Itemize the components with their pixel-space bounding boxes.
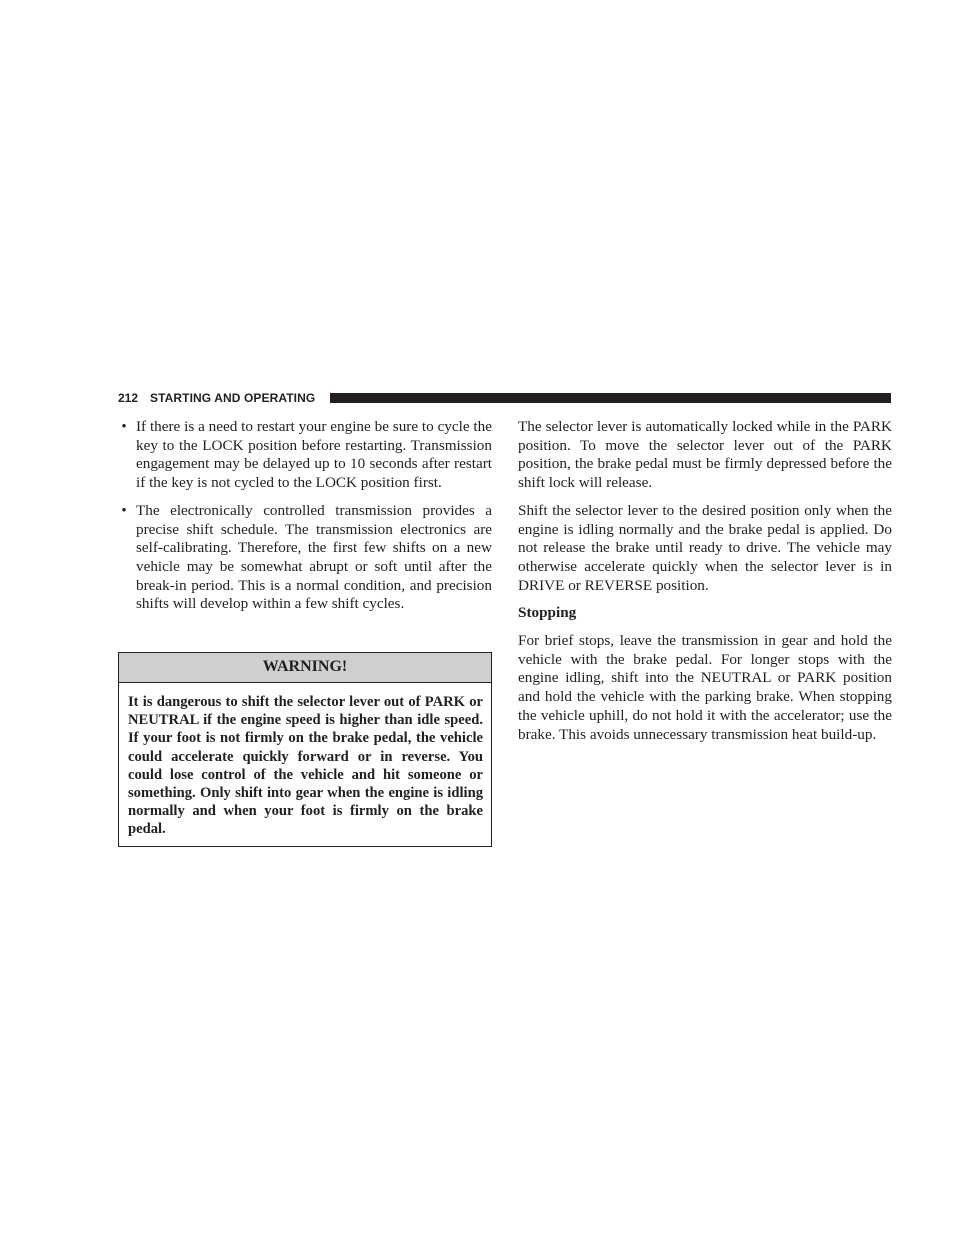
shift-paragraph: Shift the selector lever to the desired position only when the engine is idling normally and the brake pedal is applied. Do not release the brake until ready to drive. The vehicle may otherwise accelerate quickly when the selector lever is in DRIVE or REVERSE position. bbox=[518, 501, 892, 594]
warning-body: It is dangerous to shift the selector lever out of PARK or NEUTRAL if the engine speed is higher than idle speed. If your foot is not firmly on the brake pedal, the vehicle could accelerate quickly forward or in reverse. You could lose control of the vehicle and hit someone or something. Only shift into gear when the engine is idling normally and when your foot is firmly on the brake pedal. bbox=[128, 694, 483, 838]
section-title: STARTING AND OPERATING bbox=[150, 391, 316, 405]
page-number: 212 bbox=[118, 391, 139, 405]
list-item bbox=[118, 502, 492, 614]
bullet-text: If there is a need to restart your engine be sure to cycle the key to the LOCK position before restarting. Transmission engagement may be delayed up to 10 seconds after restart if the key is not cycled to the LOCK position first. bbox=[136, 418, 492, 492]
warning-box bbox=[118, 652, 492, 847]
left-column bbox=[118, 418, 492, 623]
selector-lock-paragraph: The selector lever is automatically locked while in the PARK position. To move the selector lever out of the PARK position, the brake pedal must be firmly depressed before the shift lock will release. bbox=[518, 418, 892, 492]
bullet-text: The electronically controlled transmission provides a precise shift schedule. The transmission electronics are self-calibrating. Therefore, the first few shifts on a new vehicle may be somewhat abrupt or soft until after the break-in period. This is a normal condition, and precision shifts will develop within a few shift cycles. bbox=[136, 501, 492, 613]
list-item bbox=[118, 418, 492, 493]
bullet-icon: • bbox=[121, 418, 127, 435]
warning-title: WARNING! bbox=[119, 653, 491, 683]
stopping-paragraph: For brief stops, leave the transmission in gear and hold the vehicle with the brake pedal. For longer stops with the engine idling, shift into the NEUTRAL or PARK position and hold the vehicle with the parking brake. When stopping the vehicle uphill, do not hold it with the accelerator; use the brake. This avoids unnecessary transmission heat build-up. bbox=[518, 632, 892, 743]
page-header bbox=[118, 390, 891, 406]
header-rule bbox=[330, 393, 891, 403]
right-column bbox=[518, 418, 892, 753]
stopping-heading: Stopping bbox=[518, 604, 577, 622]
bullet-list bbox=[118, 418, 492, 614]
bullet-icon: • bbox=[121, 501, 127, 519]
